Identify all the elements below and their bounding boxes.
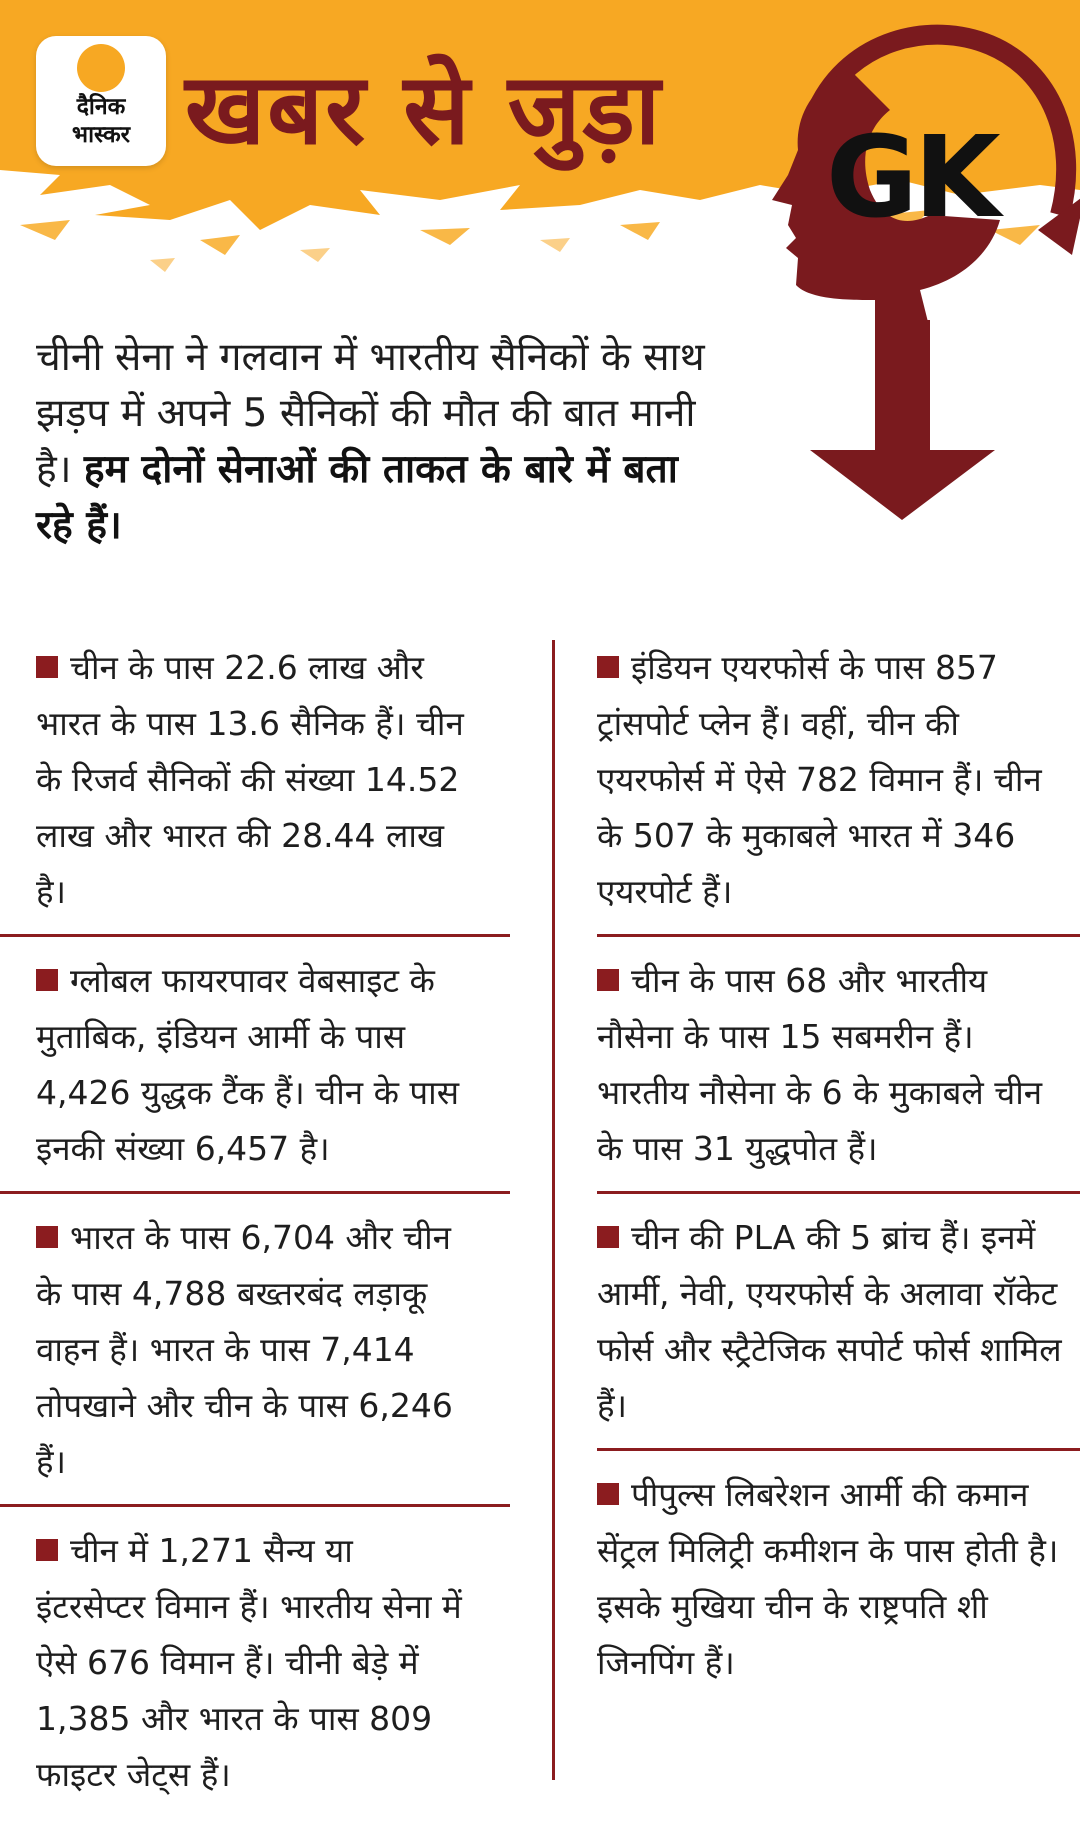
fact-divider	[597, 1448, 1080, 1451]
fact-text: चीन में 1,271 सैन्य या इंटरसेप्टर विमान हैं। भारतीय सेना में ऐसे 676 विमान हैं। चीनी बेड़े में 1,385 और भारत के पास 809 फाइटर जेट्स हैं।	[36, 1531, 462, 1794]
fact-item	[0, 640, 475, 920]
bullet-square-icon	[597, 656, 619, 678]
column-divider	[552, 640, 555, 1780]
intro-text: चीनी सेना ने गलवान में भारतीय सैनिकों के साथ झड़प में अपने 5 सैनिकों की मौत की बात मानी है।	[36, 335, 705, 492]
logo-text-line1: दैनिक	[76, 94, 126, 120]
bullet-square-icon	[597, 1483, 619, 1505]
fact-text: चीन के पास 22.6 लाख और भारत के पास 13.6 सैनिक हैं। चीन के रिजर्व सैनिकों की संख्या 14.52 लाख और भारत की 28.44 लाख है।	[36, 648, 464, 911]
bullet-square-icon	[36, 969, 58, 991]
intro-bold-text: हम दोनों सेनाओं की ताकत के बारे में बता रहे हैं।	[36, 447, 678, 548]
bullet-square-icon	[36, 1226, 58, 1248]
fact-item	[597, 1467, 1080, 1691]
gk-badge: GK	[826, 113, 997, 243]
fact-item	[597, 1210, 1080, 1434]
facts-right-column	[597, 640, 1080, 1691]
fact-divider	[597, 934, 1080, 937]
bullet-square-icon	[36, 656, 58, 678]
fact-divider	[597, 1191, 1080, 1194]
bullet-square-icon	[597, 1226, 619, 1248]
head-silhouette-arrow-icon	[700, 0, 1080, 530]
fact-text: पीपुल्स लिबरेशन आर्मी की कमान सेंट्रल मिलिट्री कमीशन के पास होती है। इसके मुखिया चीन के राष्ट्रपति शी जिनपिंग हैं।	[597, 1475, 1059, 1682]
fact-item	[0, 1210, 475, 1490]
fact-item	[597, 640, 1080, 920]
fact-divider	[0, 934, 510, 937]
intro-paragraph	[36, 330, 726, 554]
fact-item	[0, 953, 475, 1177]
page-title: खबर से जुड़ा	[185, 53, 663, 167]
fact-item	[0, 1523, 475, 1803]
bullet-square-icon	[597, 969, 619, 991]
fact-divider	[0, 1504, 510, 1507]
logo-text-line2: भास्कर	[71, 122, 131, 148]
fact-text: चीन के पास 68 और भारतीय नौसेना के पास 15 सबमरीन हैं। भारतीय नौसेना के 6 के मुकाबले चीन के पास 31 युद्धपोत हैं।	[597, 961, 1043, 1168]
sun-logo-icon	[77, 44, 125, 92]
fact-text: इंडियन एयरफोर्स के पास 857 ट्रांसपोर्ट प्लेन हैं। वहीं, चीन की एयरफोर्स में ऐसे 782 विमान हैं। चीन के 507 के मुकाबले भारत में 346 एयरपोर्ट हैं।	[597, 648, 1042, 911]
facts-left-column	[0, 640, 475, 1803]
dainik-bhaskar-logo	[36, 36, 166, 166]
fact-divider	[0, 1191, 510, 1194]
bullet-square-icon	[36, 1539, 58, 1561]
fact-text: ग्लोबल फायरपावर वेबसाइट के मुताबिक, इंडियन आर्मी के पास 4,426 युद्धक टैंक हैं। चीन के पास इनकी संख्या 6,457 है।	[36, 961, 460, 1168]
fact-item	[597, 953, 1080, 1177]
fact-text: चीन की PLA की 5 ब्रांच हैं। इनमें आर्मी, नेवी, एयरफोर्स के अलावा रॉकेट फोर्स और स्ट्रैटेजिक सपोर्ट फोर्स शामिल हैं।	[597, 1218, 1062, 1425]
fact-text: भारत के पास 6,704 और चीन के पास 4,788 बख्तरबंद लड़ाकू वाहन हैं। भारत के पास 7,414 तोपखाने और चीन के पास 6,246 हैं।	[36, 1218, 453, 1481]
